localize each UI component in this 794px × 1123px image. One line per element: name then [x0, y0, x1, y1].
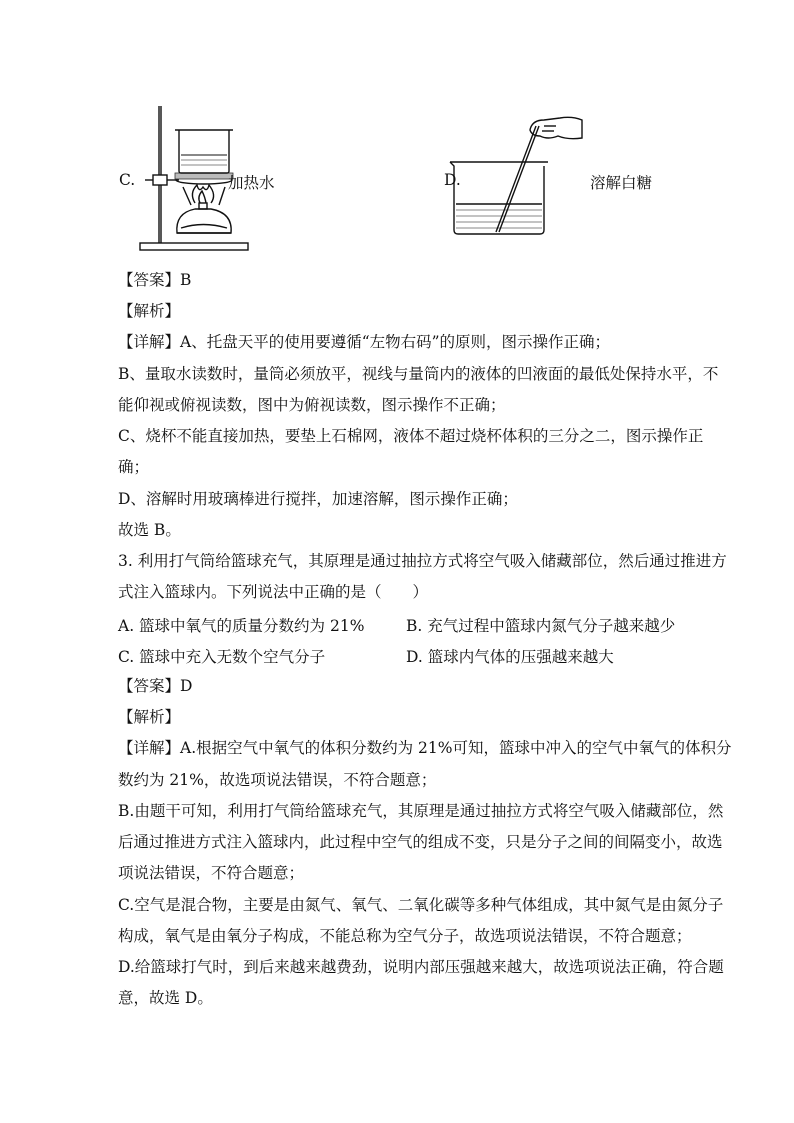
- q3-option-a: A. 篮球中氧气的质量分数约为 21%: [118, 617, 365, 635]
- q2-detail-d: D、溶解时用玻璃棒进行搅拌，加速溶解，图示操作正确；: [118, 490, 518, 508]
- q2-detail-b-line2: 能仰视或俯视读数，图中为俯视读数，图示操作不正确；: [118, 396, 506, 414]
- q3-detail-d-line1: D.给篮球打气时，到后来越来越费劲，说明内部压强越来越大，故选项说法正确，符合题: [118, 958, 724, 976]
- q3-option-b: B. 充气过程中篮球内氮气分子越来越少: [406, 617, 676, 635]
- q2-detail-a: 【详解】A、托盘天平的使用要遵循“左物右码”的原则，图示操作正确；: [118, 333, 611, 351]
- q2-analysis-heading: 【解析】: [118, 302, 181, 320]
- q2-conclusion: 故选 B。: [118, 521, 181, 539]
- option-d-label: D.: [444, 171, 461, 189]
- q3-detail-c-line1: C.空气是混合物，主要是由氮气、氧气、二氧化碳等多种气体组成，其中氮气是由氮分子: [118, 896, 724, 914]
- q3-analysis-heading: 【解析】: [118, 708, 181, 726]
- q3-detail-d-line2: 意，故选 D。: [118, 989, 213, 1007]
- q2-detail-b-line1: B、量取水读数时，量筒必须放平，视线与量筒内的液体的凹液面的最低处保持水平，不: [118, 365, 719, 383]
- q3-answer: 【答案】D: [118, 677, 193, 695]
- q2-detail-c-line2: 确；: [118, 458, 150, 476]
- dissolving-sugar-illustration: [448, 112, 588, 242]
- q3-detail-b-line2: 后通过推进方式注入篮球内，此过程中空气的组成不变，只是分子之间的间隔变小，故选: [118, 833, 723, 851]
- q3-detail-a-line1: 【详解】A.根据空气中氧气的体积分数约为 21%可知，篮球中冲入的空气中氧气的体积分: [118, 739, 732, 757]
- q3-detail-b-line1: B.由题干可知，利用打气筒给篮球充气，其原理是通过抽拉方式将空气吸入储藏部位，然: [118, 802, 724, 820]
- q2-detail-c-line1: C、烧杯不能直接加热，要垫上石棉网，液体不超过烧杯体积的三分之二，图示操作正: [118, 427, 704, 445]
- q3-stem-line2: 式注入篮球内。下列说法中正确的是（ ）: [118, 583, 429, 601]
- q3-detail-c-line2: 构成，氧气是由氧分子构成，不能总称为空气分子，故选项说法错误，不符合题意；: [118, 927, 692, 945]
- q3-option-d: D. 篮球内气体的压强越来越大: [406, 648, 614, 666]
- q3-detail-a-line2: 数约为 21%，故选项说法错误，不符合题意；: [118, 771, 437, 789]
- q3-option-c: C. 篮球中充入无数个空气分子: [118, 648, 326, 666]
- q3-stem-line1: 3. 利用打气筒给篮球充气，其原理是通过抽拉方式将空气吸入储藏部位，然后通过推进方: [118, 552, 727, 570]
- q2-answer: 【答案】B: [118, 271, 192, 289]
- q3-detail-b-line3: 项说法错误，不符合题意；: [118, 864, 305, 882]
- option-c-caption: 加热水: [228, 174, 275, 192]
- option-c-label: C.: [119, 171, 136, 189]
- option-d-caption: 溶解白糖: [590, 174, 653, 192]
